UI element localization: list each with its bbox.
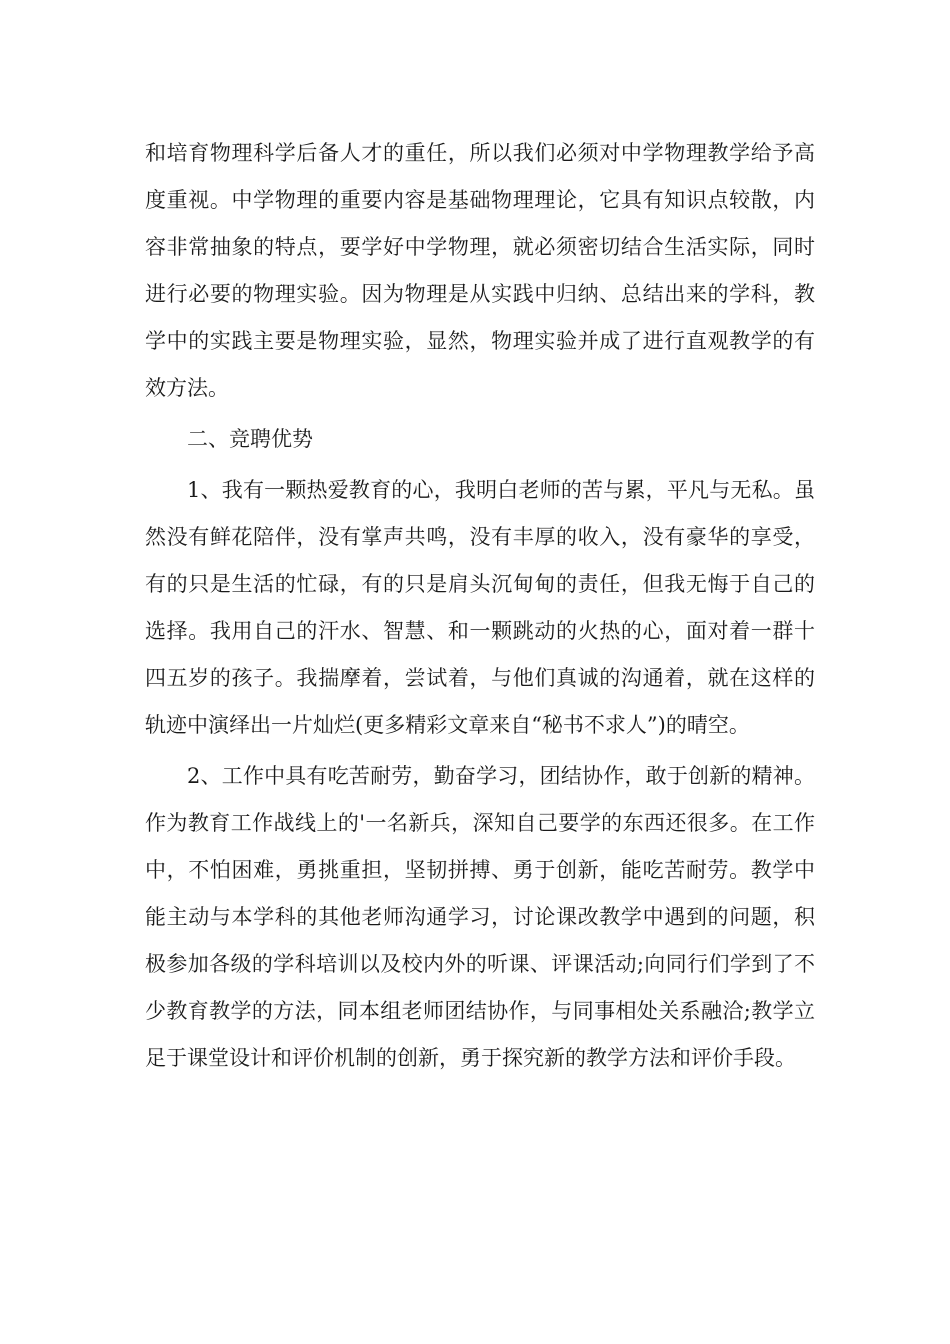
section-heading: 二、竞聘优势 <box>187 427 313 451</box>
paragraph-point-1: 1、我有一颗热爱教育的心，我明白老师的苦与累，平凡与无私。虽然没有鲜花陪伴，没有掌声共鸣，没有丰厚的收入，没有豪华的享受，有的只是生活的忙碌，有的只是肩头沉甸甸的责任，但我无悔于自己的选择。我用自己的汗水、智慧、和一颗跳动的火热的心，面对着一群十四五岁的孩子。我揣摩着，尝试着，与他们真诚的沟通着，就在这样的轨迹中演绎出一片灿烂(更多精彩文章来自“秘书不求人”)的晴空。 <box>145 478 815 737</box>
paragraph-point-2: 2、工作中具有吃苦耐劳，勤奋学习，团结协作，敢于创新的精神。作为教育工作战线上的'一名新兵，深知自己要学的东西还很多。在工作中，不怕困难，勇挑重担，坚韧拼搏、勇于创新，能吃苦耐劳。教学中能主动与本学科的其他老师沟通学习，讨论课改教学中遇到的问题，积极参加各级的学科培训以及校内外的听课、评课活动;向同行们学到了不少教育教学的方法，同本组老师团结协作，与同事相处关系融洽;教学立足于课堂设计和评价机制的创新，勇于探究新的教学方法和评价手段。 <box>145 764 815 1070</box>
paragraph-physics-importance: 和培育物理科学后备人才的重任，所以我们必须对中学物理教学给予高度重视。中学物理的重要内容是基础物理理论，它具有知识点较散，内容非常抽象的特点，要学好中学物理，就必须密切结合生活实际，同时进行必要的物理实验。因为物理是从实践中归纳、总结出来的学科，教学中的实践主要是物理实验，显然，物理实验并成了进行直观教学的有效方法。 <box>145 141 815 400</box>
document-body <box>145 130 815 1082</box>
